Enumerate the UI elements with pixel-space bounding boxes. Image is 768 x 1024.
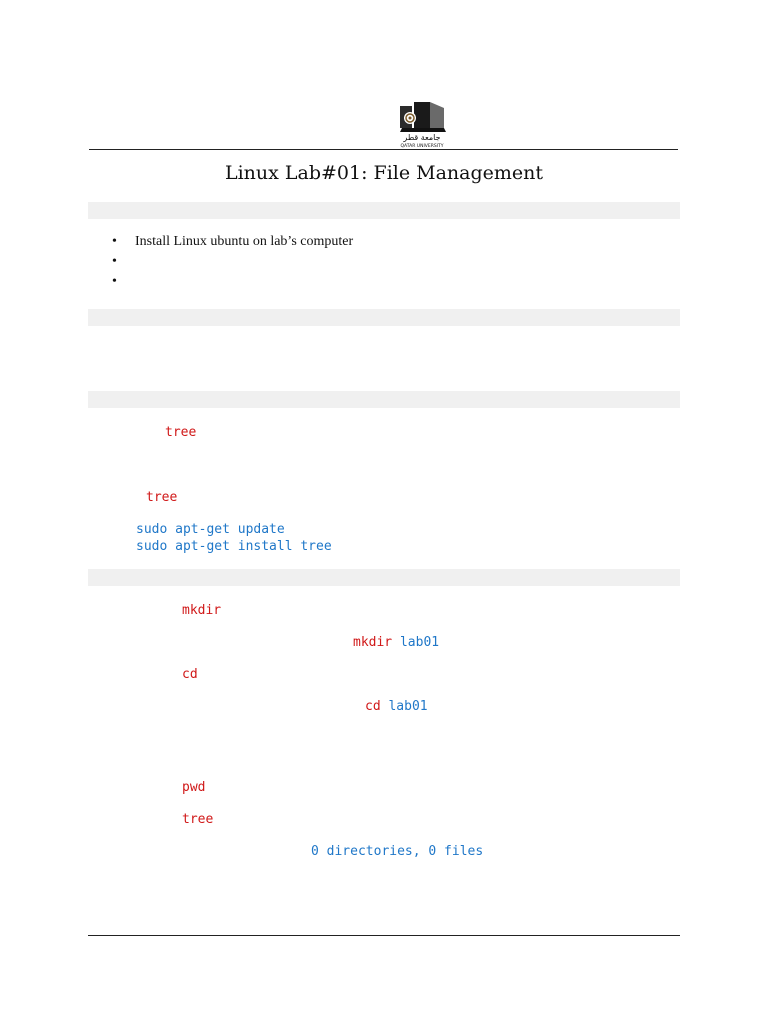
page-title: Linux Lab#01: File Management xyxy=(224,162,544,184)
header-rule xyxy=(89,149,678,150)
objective-item: • Install Linux ubuntu on lab’s computer xyxy=(112,232,353,252)
mkdir-label: mkdir xyxy=(182,603,222,618)
qatar-university-logo xyxy=(396,100,448,148)
cd-command: cd xyxy=(365,699,381,714)
apt-install-command: sudo apt-get install tree xyxy=(136,539,332,554)
cd-argument: lab01 xyxy=(388,699,428,714)
apt-update-command: sudo apt-get update xyxy=(136,522,285,537)
section-band-2 xyxy=(88,309,680,326)
objectives-list xyxy=(112,232,353,292)
cd-example xyxy=(365,698,428,715)
section-band-install xyxy=(88,391,680,408)
mkdir-command: mkdir xyxy=(353,635,393,650)
tree-command: tree xyxy=(146,490,178,505)
mkdir-argument: lab01 xyxy=(399,635,440,650)
tree-output: 0 directories, 0 files xyxy=(311,844,484,859)
mkdir-example xyxy=(353,634,439,651)
logo-arabic-text: جامعة قطر xyxy=(403,133,441,142)
objective-item xyxy=(112,252,353,272)
footer-rule xyxy=(88,935,680,936)
logo-english-text: QATAR UNIVERSITY xyxy=(400,144,444,148)
tree-command: tree xyxy=(165,425,197,440)
section-band-tasks xyxy=(88,569,680,586)
objective-item xyxy=(112,272,353,292)
pwd-label: pwd xyxy=(182,780,206,795)
cd-label: cd xyxy=(182,667,198,682)
tree-label: tree xyxy=(182,812,214,827)
section-band-objectives xyxy=(88,202,680,219)
